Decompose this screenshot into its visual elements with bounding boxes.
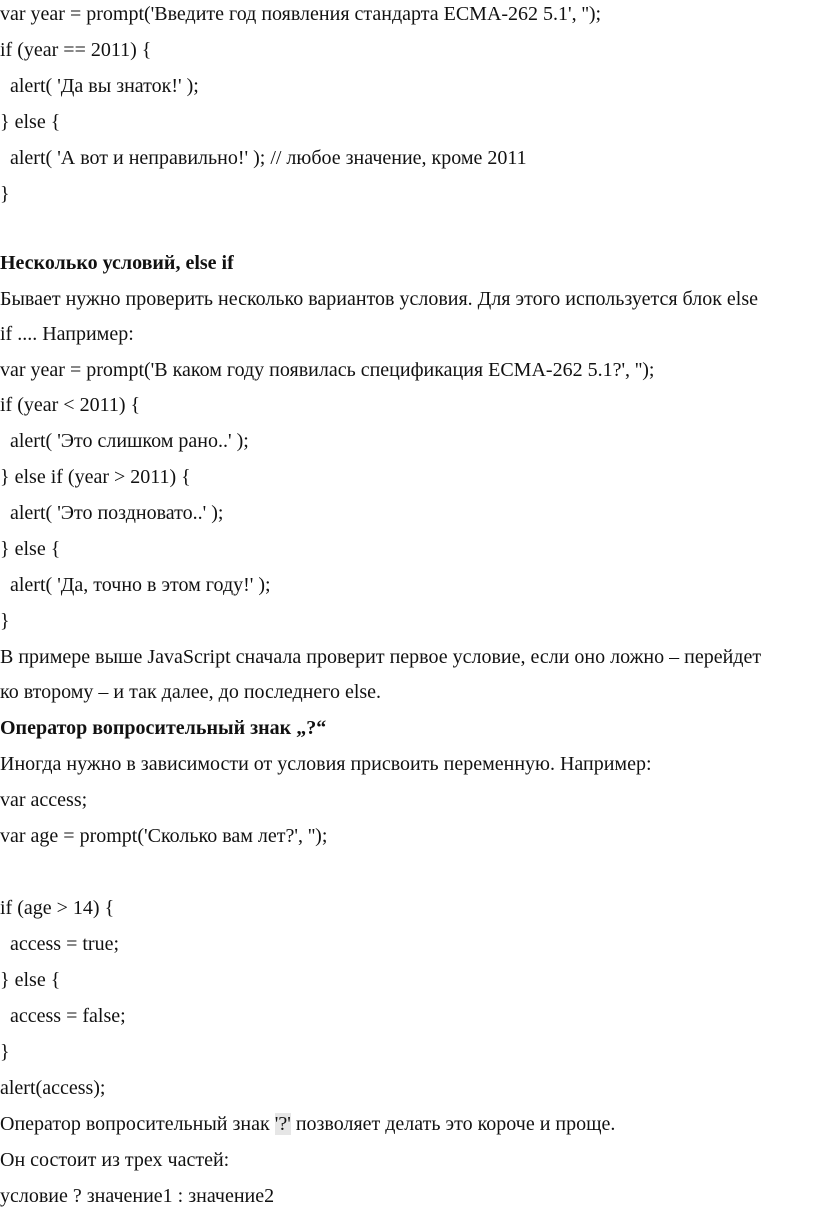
code-line: alert( 'Да, точно в этом году!' ); — [0, 574, 271, 596]
text-span: Оператор вопросительный знак — [0, 1113, 275, 1135]
paragraph-line: В примере выше JavaScript сначала проверит первое условие, если оно ложно – перейдет — [0, 646, 762, 668]
code-line: access = true; — [0, 933, 120, 955]
section-heading: Оператор вопросительный знак „?“ — [0, 717, 327, 739]
text-span: позволяет делать это короче и проще. — [290, 1113, 616, 1135]
code-line: } else if (year > 2011) { — [0, 466, 191, 488]
code-line: } else { — [0, 969, 61, 991]
code-line: alert( 'Да вы знаток!' ); — [0, 75, 199, 97]
code-line: var age = prompt('Сколько вам лет?', ''); — [0, 825, 328, 847]
paragraph-line: ко второму – и так далее, до последнего else. — [0, 681, 382, 703]
section-heading: Несколько условий, else if — [0, 252, 234, 274]
code-line: alert( 'Это слишком рано..' ); — [0, 430, 249, 452]
paragraph-line: Иногда нужно в зависимости от условия присвоить переменную. Например: — [0, 753, 652, 775]
code-line: } — [0, 610, 10, 632]
code-line: if (year < 2011) { — [0, 394, 141, 416]
code-line: alert( 'Это поздновато..' ); — [0, 502, 224, 524]
paragraph-line: if .... Например: — [0, 323, 134, 345]
code-line: if (age > 14) { — [0, 897, 115, 919]
code-line: } else { — [0, 538, 61, 560]
code-line: var access; — [0, 789, 88, 811]
code-line: var year = prompt('Введите год появления стандарта ECMA-262 5.1', ''); — [0, 3, 602, 25]
code-line: var year = prompt('В каком году появилась спецификация ECMA-262 5.1?', ''); — [0, 359, 655, 381]
code-line: alert( 'А вот и неправильно!' ); // любое значение, кроме 2011 — [0, 147, 527, 169]
code-line: } — [0, 1041, 10, 1063]
code-line: } — [0, 183, 10, 205]
code-line: alert(access); — [0, 1077, 106, 1099]
paragraph-line: условие ? значение1 : значение2 — [0, 1185, 275, 1207]
paragraph-line — [0, 1112, 615, 1136]
code-line: access = false; — [0, 1005, 126, 1027]
code-line: } else { — [0, 111, 61, 133]
code-line: if (year == 2011) { — [0, 39, 152, 61]
paragraph-line: Бывает нужно проверить несколько вариантов условия. Для этого используется блок else — [0, 288, 759, 310]
highlighted-operator: '?' — [274, 1113, 291, 1135]
paragraph-line: Он состоит из трех частей: — [0, 1149, 230, 1171]
